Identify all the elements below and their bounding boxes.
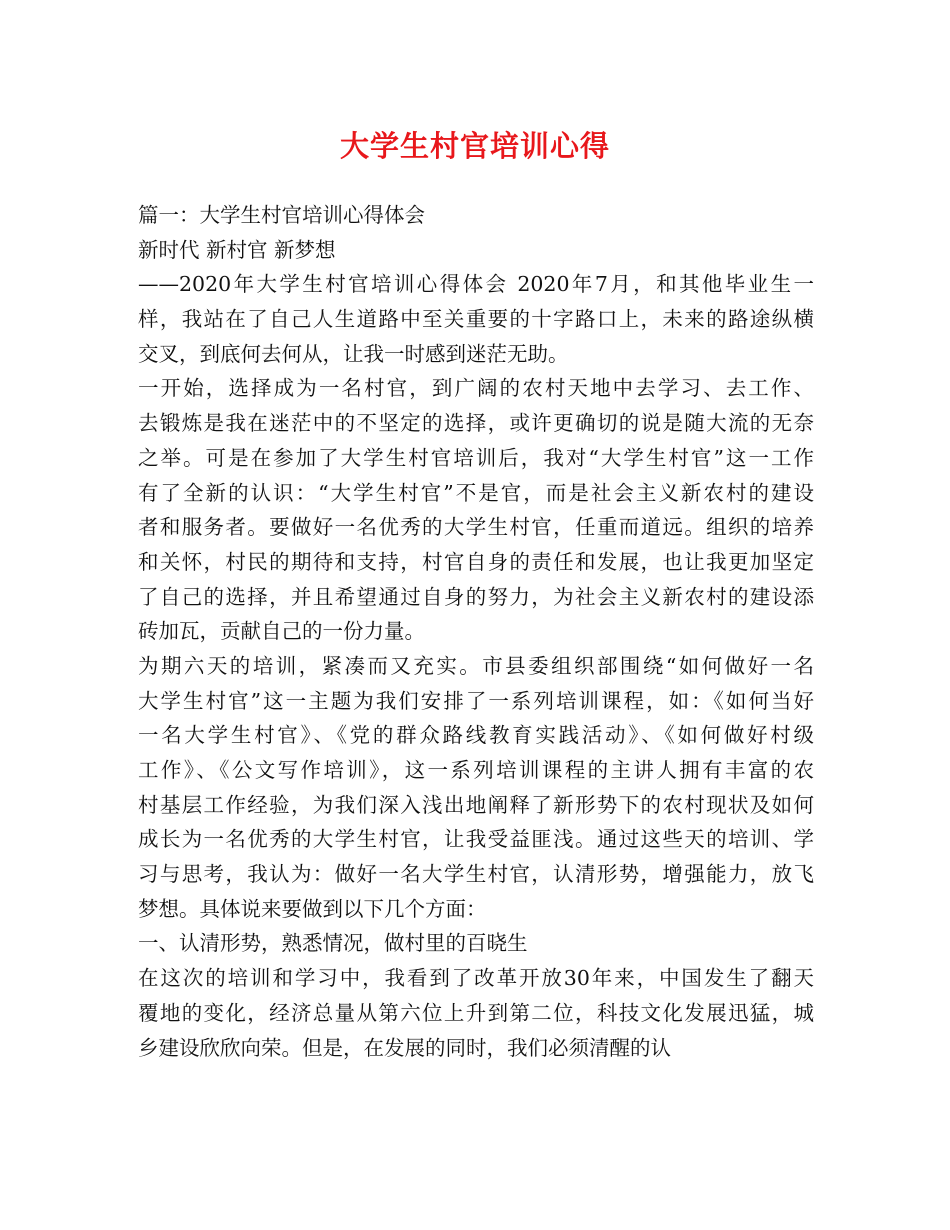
text-line: 成长为一名优秀的大学生村官，让我受益匪浅。通过这些天的培训、学 (138, 827, 814, 852)
text-line: 梦想。具体说来要做到以下几个方面： (138, 896, 487, 921)
text-line: 乡建设欣欣向荣。但是，在发展的同时，我们必须清醒的认 (138, 1035, 671, 1060)
text-line: 篇一：大学生村官培训心得体会 (138, 203, 425, 227)
text-line: 一名大学生村官》、《党的群众路线教育实践活动》、《如何做好村级 (138, 723, 814, 748)
text-line: 有了全新的认识：“大学生村官”不是官，而是社会主义新农村的建设 (138, 480, 814, 505)
text-line: ——2020年大学生村官培训心得体会 2020年7月，和其他毕业生一 (138, 272, 814, 297)
document-title: 大学生村官培训心得 (339, 129, 610, 163)
text-line: 一、认清形势，熟悉情况，做村里的百晓生 (138, 931, 528, 956)
text-line: 村基层工作经验，为我们深入浅出地阐释了新形势下的农村现状及如何 (138, 792, 814, 817)
text-line: 交叉，到底何去何从，让我一时感到迷茫无助。 (138, 341, 569, 366)
text-line: 覆地的变化，经济总量从第六位上升到第二位，科技文化发展迅猛，城 (138, 1000, 814, 1025)
text-line: 习与思考，我认为：做好一名大学生村官，认清形势，增强能力，放飞 (138, 862, 814, 887)
text-line: 样，我站在了自己人生道路中至关重要的十字路口上，未来的路途纵横 (138, 307, 814, 332)
text-line: 砖加瓦，贡献自己的一份力量。 (138, 619, 425, 644)
text-line: 工作》、《公文写作培训》，这一系列培训课程的主讲人拥有丰富的农 (138, 758, 814, 782)
text-line: 和关怀，村民的期待和支持，村官自身的责任和发展，也让我更加坚定 (138, 549, 814, 574)
text-line: 为期六天的培训，紧凑而又充实。市县委组织部围绕“如何做好一名 (138, 653, 814, 678)
text-line: 新时代 新村官 新梦想 (138, 237, 336, 262)
text-line: 了自己的选择，并且希望通过自身的努力，为社会主义新农村的建设添 (138, 584, 814, 609)
document-body (138, 198, 814, 1065)
text-line: 一开始，选择成为一名村官，到广阔的农村天地中去学习、去工作、 (138, 376, 814, 401)
text-line: 之举。可是在参加了大学生村官培训后，我对“大学生村官”这一工作 (138, 445, 814, 470)
text-line: 者和服务者。要做好一名优秀的大学生村官，任重而道远。组织的培养 (138, 515, 814, 540)
text-line: 在这次的培训和学习中，我看到了改革开放30年来，中国发生了翻天 (138, 966, 814, 991)
text-line: 大学生村官”这一主题为我们安排了一系列培训课程，如：《如何当好 (138, 688, 814, 713)
text-line: 去锻炼是我在迷茫中的不坚定的选择，或许更确切的说是随大流的无奈 (138, 411, 814, 436)
